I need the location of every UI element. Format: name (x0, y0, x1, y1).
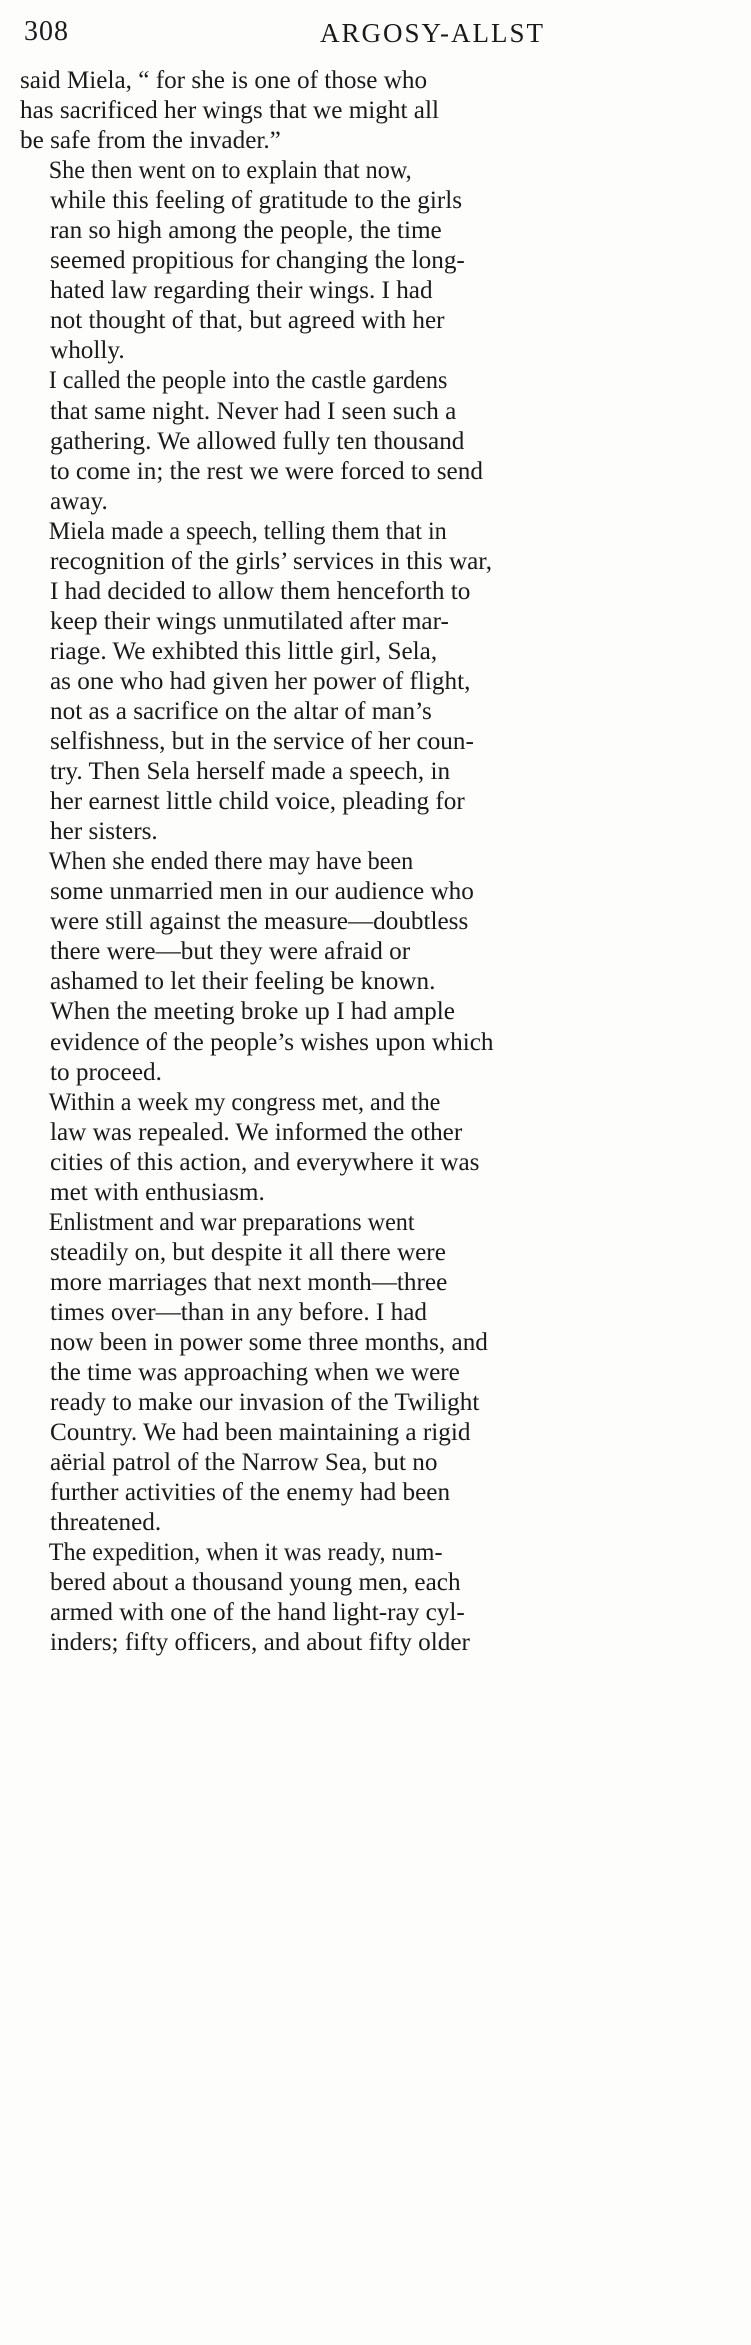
text-line: times over—than in any before. I had (50, 1298, 427, 1326)
text-line: She then went on to explain that now, (48, 157, 412, 185)
paragraph (20, 847, 732, 1087)
text-line: more marriages that next month—three (50, 1268, 448, 1296)
text-line: I had decided to allow them henceforth to (50, 577, 471, 605)
text-line: has sacrificed her wings that we might all (20, 97, 439, 125)
text-line: Within a week my congress met, and the (48, 1088, 441, 1116)
paragraph (20, 1088, 732, 1208)
text-line: evidence of the people’s wishes upon which (50, 1028, 494, 1056)
text-line: not as a sacrifice on the altar of man’s (50, 697, 432, 725)
paragraph (20, 366, 732, 516)
page-header (20, 14, 751, 54)
body-text-column (20, 66, 732, 1658)
text-line: bered about a thousand young men, each (50, 1569, 461, 1597)
text-line: were still against the measure—doubtless (50, 908, 469, 936)
text-line: ready to make our invasion of the Twilight (50, 1389, 480, 1417)
running-head: ARGOSY-ALLST (320, 18, 546, 48)
text-line: now been in power some three months, and (50, 1328, 488, 1356)
page-number: 308 (24, 16, 69, 47)
paragraph (20, 1538, 732, 1658)
text-line: said Miela, “ for she is one of those who (20, 67, 428, 94)
text-line: that same night. Never had I seen such a (50, 397, 457, 425)
text-line: steadily on, but despite it all there were (50, 1238, 446, 1266)
text-line: keep their wings unmutilated after mar- (50, 607, 449, 635)
text-line: wholly. (50, 337, 125, 365)
text-line: while this feeling of gratitude to the girls (50, 187, 463, 215)
text-line: Enlistment and war preparations went (48, 1208, 415, 1236)
paragraph (20, 156, 732, 366)
text-line: When she ended there may have been (48, 848, 414, 876)
text-line: her sisters. (50, 818, 158, 846)
text-line: there were—but they were afraid or (50, 938, 411, 966)
text-line: Miela made a speech, telling them that in (48, 517, 447, 545)
text-line: to come in; the rest we were forced to send (50, 457, 483, 485)
text-line: hated law regarding their wings. I had (50, 277, 433, 305)
text-line: gathering. We allowed fully ten thousand (50, 427, 465, 455)
text-line: selfishness, but in the service of her coun- (50, 728, 474, 756)
text-line: threatened. (50, 1509, 162, 1537)
text-line: seemed propitious for changing the long- (50, 247, 465, 275)
text-line: The expedition, when it was ready, num- (48, 1539, 443, 1567)
text-line: as one who had given her power of flight, (50, 667, 471, 695)
text-line: cities of this action, and everywhere it was (50, 1148, 480, 1176)
text-line: recognition of the girls’ services in this war, (50, 547, 492, 575)
text-line: inders; fifty officers, and about fifty older (50, 1629, 470, 1657)
text-line: armed with one of the hand light-ray cyl- (50, 1599, 465, 1627)
paragraph (20, 66, 732, 156)
text-line: further activities of the enemy had been (50, 1479, 451, 1507)
text-line: ran so high among the people, the time (50, 217, 442, 245)
paragraph (20, 1208, 732, 1539)
text-line: Country. We had been maintaining a rigid (50, 1419, 471, 1447)
text-line: be safe from the invader.” (20, 127, 281, 155)
text-line: away. (50, 487, 108, 515)
text-line: the time was approaching when we were (50, 1359, 460, 1387)
text-line: aërial patrol of the Narrow Sea, but no (50, 1449, 438, 1477)
paragraph (20, 517, 732, 848)
text-line: When the meeting broke up I had ample (50, 998, 455, 1026)
text-line: some unmarried men in our audience who (50, 878, 474, 906)
text-line: met with enthusiasm. (50, 1178, 265, 1206)
text-line: to proceed. (50, 1058, 162, 1086)
text-line: not thought of that, but agreed with her (50, 307, 445, 335)
text-line: riage. We exhibted this little girl, Sela, (50, 637, 438, 665)
text-line: try. Then Sela herself made a speech, in (50, 758, 451, 786)
text-line: I called the people into the castle gardens (48, 367, 448, 395)
text-line: law was repealed. We informed the other (50, 1118, 463, 1146)
text-line: ashamed to let their feeling be known. (50, 968, 436, 996)
text-line: her earnest little child voice, pleading for (50, 788, 465, 816)
